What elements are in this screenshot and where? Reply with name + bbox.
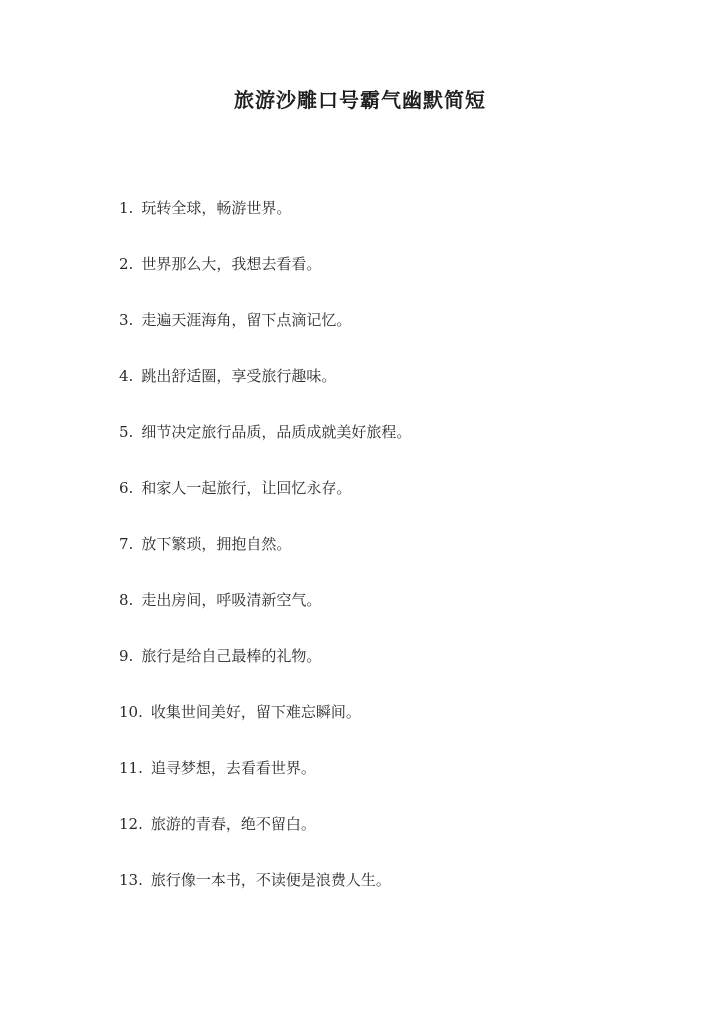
item-text: 走遍天涯海角，留下点滴记忆。 — [141, 311, 352, 329]
item-number: 7. — [119, 535, 134, 553]
list-item — [119, 868, 411, 924]
item-number: 8. — [119, 591, 134, 609]
item-number: 4. — [119, 367, 134, 385]
item-number: 13. — [119, 871, 143, 889]
item-number: 3. — [119, 311, 134, 329]
item-number: 1. — [119, 199, 134, 217]
item-number: 6. — [119, 479, 134, 497]
list-item — [119, 812, 411, 868]
list-item — [119, 252, 411, 308]
item-number: 12. — [119, 815, 143, 833]
item-number: 11. — [119, 759, 143, 777]
list-item — [119, 476, 411, 532]
item-text: 放下繁琐，拥抱自然。 — [141, 535, 292, 553]
item-text: 收集世间美好，留下难忘瞬间。 — [150, 703, 361, 721]
item-text: 玩转全球，畅游世界。 — [141, 199, 292, 217]
item-text: 跳出舒适圈，享受旅行趣味。 — [141, 367, 337, 385]
item-number: 5. — [119, 423, 134, 441]
list-item — [119, 532, 411, 588]
item-text: 世界那么大，我想去看看。 — [141, 255, 322, 273]
list-item — [119, 420, 411, 476]
item-text: 细节决定旅行品质，品质成就美好旅程。 — [141, 423, 412, 441]
item-text: 追寻梦想，去看看世界。 — [150, 759, 316, 777]
item-text: 和家人一起旅行，让回忆永存。 — [141, 479, 352, 497]
list-item — [119, 588, 411, 644]
list-item — [119, 756, 411, 812]
slogan-list — [119, 196, 411, 924]
list-item — [119, 364, 411, 420]
item-number: 2. — [119, 255, 134, 273]
list-item — [119, 700, 411, 756]
item-text: 走出房间，呼吸清新空气。 — [141, 591, 322, 609]
list-item — [119, 308, 411, 364]
item-number: 10. — [119, 703, 143, 721]
list-item — [119, 196, 411, 252]
item-text: 旅行像一本书，不读便是浪费人生。 — [150, 871, 391, 889]
list-item — [119, 644, 411, 700]
item-text: 旅行是给自己最棒的礼物。 — [141, 647, 322, 665]
item-number: 9. — [119, 647, 134, 665]
item-text: 旅游的青春，绝不留白。 — [150, 815, 316, 833]
document-title: 旅游沙雕口号霸气幽默简短 — [234, 88, 486, 112]
